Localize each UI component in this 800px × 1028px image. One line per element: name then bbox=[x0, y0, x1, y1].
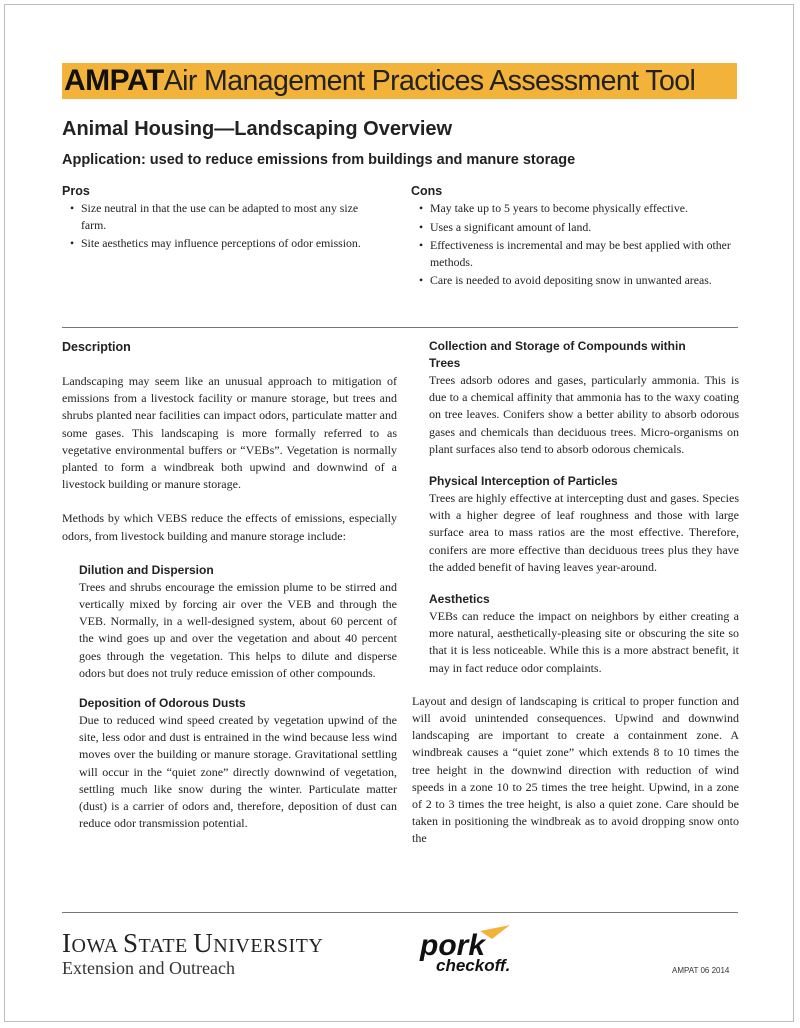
divider-bottom bbox=[62, 912, 738, 913]
aesthetics-heading: Aesthetics bbox=[429, 592, 490, 607]
extension-outreach-label: Extension and Outreach bbox=[62, 958, 235, 978]
cons-heading: Cons bbox=[411, 184, 443, 198]
logo-word-checkoff: checkoff. bbox=[436, 956, 511, 975]
divider-top bbox=[62, 327, 738, 328]
right-column bbox=[412, 338, 739, 848]
dilution-text: Trees and shrubs encourage the emission plume to be stirred and vertically mixed by forcing air over the VEB and through the VEB. Normally, in a well-designed system, about 60 percent of the wind goes up and over the vegetation and about 40 percent goes through the vegetation. This helps to dilute and disperse odors but does not truly reduce emission of other compounds. bbox=[79, 579, 397, 680]
collection-heading: Collection and Storage of Compounds within Trees bbox=[429, 339, 686, 370]
header-banner bbox=[62, 63, 737, 99]
cons-section bbox=[411, 184, 741, 291]
description-paragraph-2: Methods by which VEBS reduce the effects of emissions, especially odors, from livestock building and manure storage include: bbox=[62, 511, 397, 543]
banner-acronym: AMPAT bbox=[64, 64, 164, 97]
pros-item: • Size neutral in that the use can be adapted to most any size farm. bbox=[81, 200, 371, 233]
page-title: Animal Housing—Landscaping Overview bbox=[62, 118, 453, 140]
logo-word-pork: pork bbox=[420, 929, 486, 962]
dilution-heading: Dilution and Dispersion bbox=[79, 562, 214, 577]
university-wordmark: IOWA STATE UNIVERSITY bbox=[62, 928, 324, 958]
pros-section bbox=[62, 184, 382, 254]
layout-paragraph: Layout and design of landscaping is critical to proper function and will avoid unintended consequences. Upwind and downwind landscaping are important to create a containment zone. A windbreak causes a “quiet zone” which extends 8 to 10 times the tree height in the downwind direction with reduction of wind speeds in a zone 10 to 25 times the tree height. Upwind, in a zone of 2 to 3 times the tree height, is also a quiet zone. Care should be taken in positioning the windbreak as to avoid dropping snow onto the bbox=[412, 693, 739, 846]
document-code: AMPAT 06 2014 bbox=[672, 966, 730, 975]
banner-full-name: Air Management Practices Assessment Tool bbox=[163, 64, 696, 97]
collection-text: Trees adsorb odores and gases, particularly ammonia. This is due to a chemical affinity that ammonia has to the waxy coating on tree leaves. Conifers show a better ability to absorb odorous gases and chemicals than deciduous trees. Micro-organisms on plant surfaces also tend to absorb odorous chemicals. bbox=[429, 373, 739, 456]
aesthetics-text: VEBs can reduce the impact on neighbors by either creating a more natural, aesthetically-pleasing site or obscuring the site so that it is less noticeable. While this is a more abstract benefit, it may in fact reduce odor complaints. bbox=[429, 609, 739, 675]
interception-heading: Physical Interception of Particles bbox=[429, 474, 618, 489]
interception-text: Trees are highly effective at intercepting dust and gases. Species with a higher degree of leaf roughness and those with large surface area to mass ratios are the most effective. Therefore, conifers are more effective than deciduous trees plus they have the added benefit of having leaves year-around. bbox=[429, 491, 739, 574]
description-heading: Description bbox=[62, 340, 131, 354]
application-subtitle: Application: used to reduce emissions from buildings and manure storage bbox=[62, 152, 576, 168]
cons-item: • Uses a significant amount of land. bbox=[430, 219, 740, 236]
deposition-heading: Deposition of Odorous Dusts bbox=[79, 696, 246, 711]
pork-checkoff-logo bbox=[418, 925, 528, 975]
cons-item: • Effectiveness is incremental and may be best applied with other methods. bbox=[430, 237, 740, 270]
pros-heading: Pros bbox=[62, 184, 90, 198]
left-column bbox=[62, 338, 397, 832]
deposition-text: Due to reduced wind speed created by vegetation upwind of the site, less odor and dust is entrained in the wind because less wind moves over the building or manure storage. Gravitational settling will occur in the “quiet zone” directly downwind of vegetation, settling much like snow during the winter. Particulate matter (dust) is a carrier of odors and, therefore, deposition of dust can reduce odor transmission potential. bbox=[79, 713, 397, 831]
description-paragraph-1: Landscaping may seem like an unusual approach to mitigation of emissions from a livestock facility or manure storage, but trees and shrubs planted near facilities can impact odors, particulate matter and some gases. This landscaping is more formally referred to as vegetative environmental buffers or “VEBs”. Vegetation is normally planted to form a windbreak both upwind and downwind of a livestock building or manure storage. bbox=[62, 374, 397, 492]
cons-item: • Care is needed to avoid depositing snow in unwanted areas. bbox=[430, 272, 740, 289]
pros-item: • Site aesthetics may influence perceptions of odor emission. bbox=[81, 235, 371, 252]
cons-item: • May take up to 5 years to become physically effective. bbox=[430, 200, 740, 217]
